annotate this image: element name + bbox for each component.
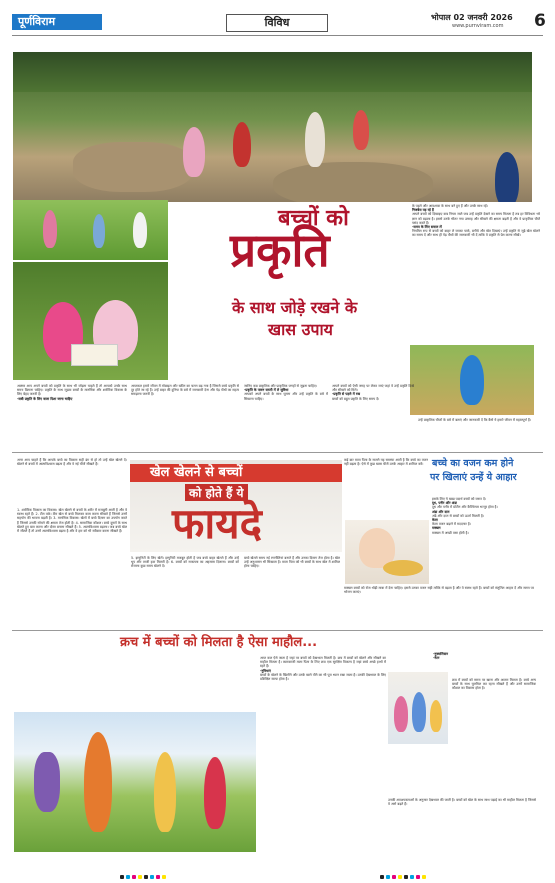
story1-body-col1: अक्सर आप अपने बच्चों को प्रकृति के साथ भी जोड़ना चाहते हैं तो आपको उनके साथ समय बिताना चाहिए। प्रकृति के साथ जुड़ाव बच्चों के मानसिक और शारीरिक विकास के लिए बेहद जरूरी है। -सबी प्रकृति के लिए वाला दिशा जाना चाहिए [17, 384, 127, 401]
story1-subhead: निजबेस यह रहे हैं [412, 208, 434, 213]
story2-body-col2: 5. इम्युनिटी के लिए खेलें। इम्युनिटी मजबूत होती है जब बच्चे बाहर खेलते हैं और उन्हें धूप और ताजी हवा मिलती है। 6. बच्चों को सफलता का अहसास दिलाना। बच्चों को रोजाना कुछ समय खेलने दें। [131, 556, 239, 569]
story4-headline: क्रच में बच्चों को मिलता है ऐसा माहौल... [120, 635, 318, 650]
dateline: भोपाल 02 जनवरी 2026 [431, 13, 513, 22]
story4-subhead: -नुक्सलिस्टर [433, 652, 448, 656]
story4-subhead: -नुविधाएं [260, 668, 271, 673]
story2-headline-line1: खेल खेलने से बच्चों [150, 465, 243, 480]
story3-body-col2: इसके लिए ये खाद्य पदार्थ बच्चों को जरूर दें। दूध, पनीर और अंडा दूध और पनीर में प्रोटीन और कैल्शियम भरपूर होता है। अंडा और दाल अंडे और दाल से बच्चों को ऊर्जा मिलती है। केला केला वजन बढ़ाने में मददगार है। मक्खन मक्खन में अच्छी वसा होती है। [432, 497, 536, 617]
story3-headline-line2: पर खिलाएं उन्हें ये आहार [430, 472, 517, 483]
child-eating-photo [345, 520, 429, 584]
story3-headline-line1: बच्चे का वजन कम होने [432, 458, 514, 469]
story1-body-right: के पहले और आवश्यक के साथ बने हुए हैं और उनके साथ रहें। निजबेस यह रहे हैं आपने बच्चों को दिखाइए कब नियम जाते जब उन्हें प्रकृति देखने का समय मिलता है तब हर विविधता भरे ज्ञान को बढ़ाता है। इससे उनके भीतर नया उत्साह और सीखने की क्षमता बढ़ती है और वे प्राकृतिक चीजें पसंद करते हैं। -समय के लिए सवाल लें नियमित रूप से बच्चों को बाहर ले जाकर पार्क, बगीचे और खेत दिखाएं। उन्हें प्रकृति से जुड़े खेल खेलने का समय दें और साथ ही पेड़ पौधों की जानकारी भी दें ताकि वे प्रकृति से प्रेम करना सीखें। [412, 204, 540, 238]
story3-intro-text: कई बार माता पिता के सामने यह समस्या आती है कि बच्चे का वजन नहीं बढ़ता है। ऐसे में कुछ खास चीजें उनके आहार में शामिल करें। [344, 458, 428, 467]
story2-headline-box [130, 460, 342, 552]
print-registration-marks [380, 864, 428, 883]
story4-body-col2: क्रच में बच्चों को समय पर खाना और आराम मिलता है। बच्चे अन्य बच्चों के साथ घुलमिल कर रहना सीखते हैं और उनमें सामाजिक कौशल का विकास होता है। [452, 678, 536, 691]
story-divider [12, 630, 543, 631]
page-number: 6 [534, 11, 546, 31]
kids-hoops-photo [13, 200, 168, 260]
story4-subheads [433, 652, 537, 676]
story-divider [12, 452, 543, 453]
story1-body-col4: आपने बच्चों को ऐसी जगह पर लेकर जाएं जहां वे उन्हें प्रकृति दिखे और सीखने को मिले। -प्रकृति से पहले में रख बच्चों को बहुत प्रकृति के लिए समय दें। [332, 384, 414, 401]
story1-body-col2: आजकल हमारे जीवन में मोबाइल और स्क्रीन का चलन बढ़ गया है जिससे बच्चे प्रकृति से दूर होते जा रहे हैं। उन्हें बाहर की दुनिया के बारे में जानकारी देना और पेड़ पौधों का महत्व समझाना जरूरी है। [131, 384, 239, 397]
story3-subhead: केला [432, 518, 438, 523]
story4-body-col3: उनकी आवश्यकताओं के अनुसार देखभाल की जाती है। बच्चों को खेल के साथ साथ पढ़ाई का भी माहौल मिलता है जिससे वे आगे बढ़ते हैं। [388, 798, 536, 807]
story3-body-col1: मक्खन बच्चों को रोज थोड़ी मात्रा में देना चाहिए। इससे उनका वजन सही तरीके से बढ़ता है और वे स्वस्थ रहते हैं। बच्चों को संतुलित आहार दें और समय पर भोजन कराएं। [344, 586, 534, 595]
boy-climbing-rock-photo [410, 345, 534, 415]
story1-caption: -सबी प्रकृति के लिए वाला दिशा जाना चाहिए [17, 396, 73, 401]
story2-body-col1: 1. शारीरिक विकास का विकास। खेल खेलने से बच्चों के शरीर में मजबूती आती है और वे स्वस्थ रहते हैं। 2. टीम वर्क। टीम खेल से बच्चे मिलकर काम करना सीखते हैं जिससे उनमें सहयोग की भावना बढ़ती है। 3. मानसिक विकास। खेलों में बच्चे दिमाग का उपयोग करते हैं जिससे उनकी सोचने की क्षमता तेज होती है। 4. सामाजिक कौशल। बच्चे दूसरों के साथ खेलते हुए बात करना और दोस्त बनाना सीखते हैं। 5. आत्मविश्वास बढ़ाना। जब बच्चे खेल में जीतते हैं तो उनमें आत्मविश्वास बढ़ता है और वे हार को भी स्वीकार करना सीखते हैं। [17, 508, 127, 534]
story1-headline-line1: बच्चों को [278, 206, 349, 231]
story1-headline-line3: के साथ जोड़े रखने के [232, 298, 358, 317]
story1-subhead: -समय के लिए सवाल लें [412, 225, 442, 230]
story2-headline-line3: फायदे [172, 499, 262, 548]
story1-caption: -प्रकृति के पावन साप्ती में ले सुविधा [244, 388, 289, 393]
print-registration-marks [120, 864, 168, 883]
kids-playing-rocks-photo [13, 52, 532, 202]
story4-subhead: -नेटर [433, 656, 440, 661]
story1-headline-line2: प्रकृति [230, 223, 330, 277]
kids-reading-grass-photo [13, 262, 168, 380]
story1-headline-line4: खास उपाय [268, 320, 333, 339]
story3-subhead: अंडा और दाल [432, 509, 450, 514]
brand-logo: पूर्णविराम [12, 14, 102, 30]
story3-subhead: मक्खन [432, 526, 441, 531]
story4-body-col1: आज कल ऐसे जाता है जहां पर बच्चों को देखभाल मिलती है। क्रच में बच्चों को खेलने और सीखने का माहौल मिलता है। कामकाजी माता पिता के लिए क्रच एक सुरक्षित विकल्प है जहां बच्चे अच्छे हाथों में रहते हैं। -नुविधाएं बच्चों के खेलने के खिलौने और उनके खाने पीने का भी पूरा ध्यान रखा जाता है। उनकी देखभाल के लिए प्रशिक्षित स्टाफ होता है। [260, 656, 386, 682]
story1-body-col5: उन्हें प्राकृतिक चीजों के बारे में बताएं और जानकारी दें कि कैसे ये हमारे जीवन में महत्वपूर्ण हैं। [418, 418, 532, 422]
story2-headline-line2: को होते हैं ये [185, 484, 248, 501]
masthead-rule [12, 35, 543, 36]
story2-intro-text: अगर आप चाहते हैं कि आपके बच्चे का विकास सही ढंग से हो तो उन्हें खेल खेलने दें। खेलने से बच्चों में आत्मविश्वास बढ़ता है और वे नई चीजें सीखते हैं। [17, 458, 127, 467]
story1-body-col3: जानिए कब प्राकृतिक और प्राकृतिक जगहों से जुड़ना चाहिए। -प्रकृति के पावन साप्ती में ले सुविधा आपको अपने बच्चों के साथ घूमना और उन्हें प्रकृति के बारे में सिखाना चाहिए। [244, 384, 328, 401]
kids-playing-park-photo [14, 712, 256, 852]
story1-subhead: -प्रकृति से पहले में रख [332, 392, 360, 397]
kids-creche-photo [388, 672, 448, 744]
section-title: विविध [226, 14, 328, 32]
story3-subhead: दूध, पनीर और अंडा [432, 501, 457, 506]
story2-body-col3: बच्चे खेलते समय नई रणनीतियां बनाते हैं और उनका दिमाग तेज होता है। खेल उन्हें अनुशासन भी सिखाता है। माता पिता को भी बच्चों के साथ खेल में शामिल होना चाहिए। [244, 556, 340, 569]
website-url[interactable]: www.purnviram.com [452, 23, 504, 29]
